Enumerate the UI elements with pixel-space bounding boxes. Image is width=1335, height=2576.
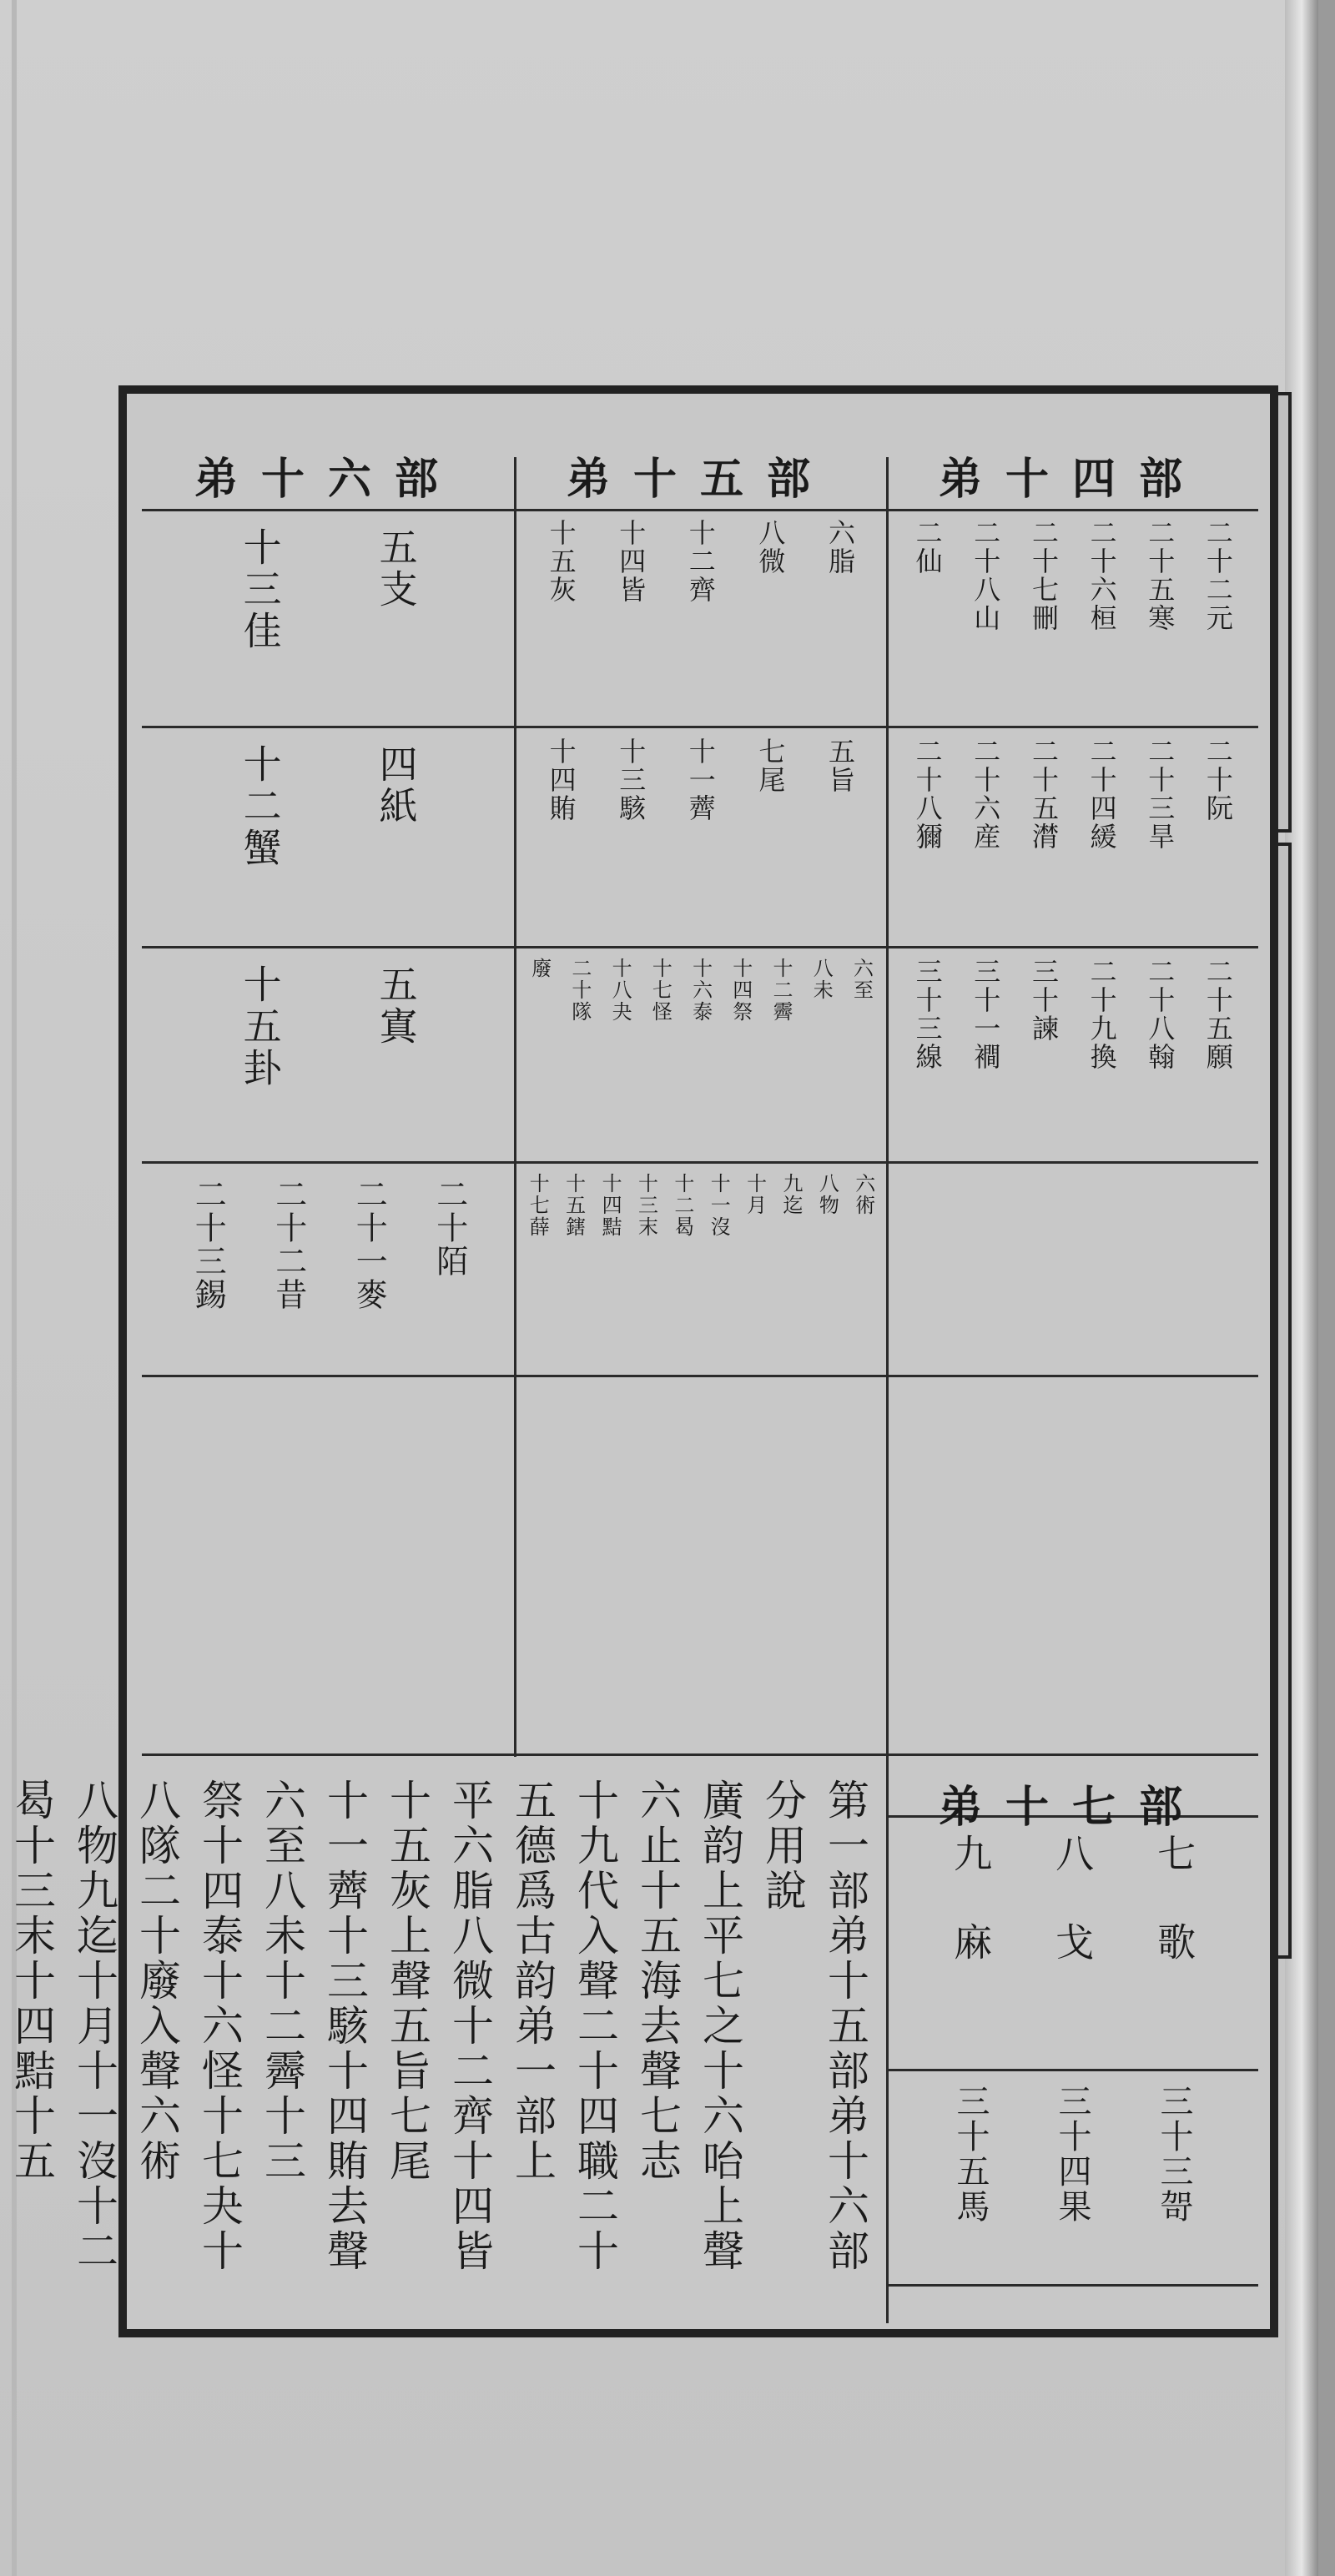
- rhyme-entry: 十二曷: [670, 1173, 694, 1238]
- rhyme-entry: 十二齊: [684, 519, 717, 604]
- rhyme-entry: 二十六産: [970, 737, 1002, 851]
- rhyme-entry: 六脂: [824, 519, 856, 576]
- rhyme-entry: 五旨: [824, 737, 856, 794]
- rhyme-entry: 十四皆: [615, 519, 647, 604]
- note-line: 十九代入聲二十四職二十五德爲古韵弟一部上: [508, 1779, 619, 2274]
- section-title-14: 弟十四部: [938, 454, 1206, 505]
- note-line: 十一薺十三駭十四賄去聲六至八未十二霽十三: [258, 1779, 369, 2274]
- rhyme-entry: 十七薛: [526, 1173, 550, 1238]
- rhyme-entry: 二十陌: [431, 1178, 468, 1278]
- rhyme-entry: 六術: [851, 1173, 875, 1216]
- section-title-17: 弟十七部: [938, 1782, 1206, 1833]
- rhyme-entry: 三十三線: [911, 958, 944, 1071]
- rhyme-entry: 十七怪: [648, 958, 673, 1023]
- rhyme-entry: 二十二昔: [270, 1178, 307, 1311]
- rhyme-entry: 二十二元: [1202, 519, 1234, 632]
- rhyme-entry: 七歌: [1151, 1834, 1197, 2010]
- rhyme-entry: 二仙: [911, 519, 944, 576]
- rhyme-entry: 九迄: [779, 1173, 804, 1216]
- s16-row-1: [142, 527, 514, 721]
- rhyme-entry: 十四賄: [545, 737, 577, 823]
- rhyme-entry: 廢: [527, 958, 552, 979]
- s16-row-3: [142, 964, 514, 1158]
- rhyme-entry: 十三駭: [615, 737, 647, 823]
- rhyme-entry: 八微: [754, 519, 787, 576]
- row-rule-1: [142, 726, 1258, 728]
- rhyme-entry: 十八夬: [608, 958, 632, 1023]
- rhyme-entry: 五支: [373, 527, 419, 611]
- section-17-row-rule-2: [886, 2284, 1258, 2287]
- rhyme-entry: 五寘: [373, 964, 419, 1048]
- rhyme-entry: 十三末: [634, 1173, 658, 1238]
- s17-row-1: [886, 1834, 1258, 2059]
- s14-row-1: [886, 519, 1258, 719]
- section-17-row-rule-1: [886, 2069, 1258, 2071]
- rhyme-entry: 十六泰: [688, 958, 713, 1023]
- rhyme-entry: 三十五馬: [951, 2084, 990, 2224]
- section-title-16: 弟十六部: [194, 454, 461, 505]
- s14-row-2: [886, 737, 1258, 938]
- rhyme-entry: 二十八獮: [911, 737, 944, 851]
- rhyme-entry: 十二霽: [769, 958, 793, 1023]
- rhyme-entry: 二十阮: [1202, 737, 1234, 823]
- rhyme-entry: 二十七刪: [1027, 519, 1060, 632]
- row-rule-4: [142, 1375, 1258, 1377]
- rhyme-entry: 二十六桓: [1086, 519, 1118, 632]
- rhyme-entry: 二十五寒: [1144, 519, 1176, 632]
- rhyme-entry: 三十三哿: [1155, 2084, 1193, 2224]
- note-line: 平六脂八微十二齊十四皆十五灰上聲五旨七尾: [383, 1779, 494, 2274]
- section-title-15: 弟十五部: [566, 454, 834, 505]
- rhyme-entry: 十二蟹: [237, 744, 283, 869]
- rhyme-entry: 二十四緩: [1086, 737, 1118, 851]
- rhyme-entry: 二十三旱: [1144, 737, 1176, 851]
- row-rule-2: [142, 946, 1258, 948]
- rhyme-entry: 二十八山: [970, 519, 1002, 632]
- note-line: 廣韵上平七之十六咍上聲六止十五海去聲七志: [633, 1779, 744, 2274]
- binding-edge: [12, 0, 17, 2576]
- s15-row-2: [514, 737, 886, 938]
- row-rule-3: [142, 1161, 1258, 1164]
- s15-row-1: [514, 519, 886, 719]
- rhyme-entry: 二十八翰: [1144, 958, 1176, 1071]
- rhyme-entry: 八未: [809, 958, 834, 1001]
- rhyme-entry: 十三佳: [237, 527, 283, 652]
- middle-rule: [142, 1753, 1258, 1756]
- rhyme-entry: 十五灰: [545, 519, 577, 604]
- rhyme-entry: 七尾: [754, 737, 787, 794]
- rhyme-entry: 二十九換: [1086, 958, 1118, 1071]
- header-rule: [142, 509, 1258, 511]
- rhyme-entry: 三十一襇: [970, 958, 1002, 1071]
- rhyme-entry: 二十五願: [1202, 958, 1234, 1071]
- rhyme-entry: 二十一麥: [350, 1178, 388, 1311]
- rhyme-entry: 二十隊: [567, 958, 592, 1023]
- rhyme-entry: 六至: [849, 958, 874, 1001]
- table-inner: [8, 410, 1263, 2316]
- table-frame: [8, 385, 1278, 2337]
- s16-row-2: [142, 744, 514, 938]
- rhyme-entry: 十一沒: [707, 1173, 731, 1238]
- rhyme-entry: 三十諫: [1027, 958, 1060, 1043]
- s15-row-4: [514, 1173, 886, 1370]
- rhyme-entry: 八戈: [1050, 1834, 1096, 2010]
- rhyme-entry: 十四黠: [598, 1173, 622, 1238]
- rhyme-entry: 十五鎋: [562, 1173, 586, 1238]
- rhyme-entry: 八物: [815, 1173, 839, 1216]
- s17-row-2: [886, 2084, 1258, 2276]
- s15-row-3: [514, 958, 886, 1155]
- s17-row-3: [886, 2297, 1258, 2314]
- rhyme-entry: 十月: [743, 1173, 767, 1216]
- rhyme-entry: 十四祭: [728, 958, 753, 1023]
- s16-row-4: [142, 1178, 514, 1371]
- s14-row-3: [886, 958, 1258, 1155]
- note-line: 八物九迄十月十一沒十二曷十三末十四黠十五: [8, 1779, 118, 2274]
- rhyme-entry: 二十三錫: [189, 1178, 227, 1311]
- rhyme-entry: 十五卦: [237, 964, 283, 1089]
- explanatory-note: [8, 1779, 876, 2312]
- rhyme-entry: 九麻: [948, 1834, 994, 2010]
- rhyme-entry: 十一薺: [684, 737, 717, 823]
- rhyme-entry: 二十五潸: [1027, 737, 1060, 851]
- rhyme-entry: 四紙: [373, 744, 419, 828]
- note-title: 第一部弟十五部弟十六部分用說: [758, 1779, 869, 2274]
- note-line: 祭十四泰十六怪十七夬十八隊二十廢入聲六術: [133, 1779, 244, 2274]
- rhyme-entry: 三十四果: [1053, 2084, 1091, 2224]
